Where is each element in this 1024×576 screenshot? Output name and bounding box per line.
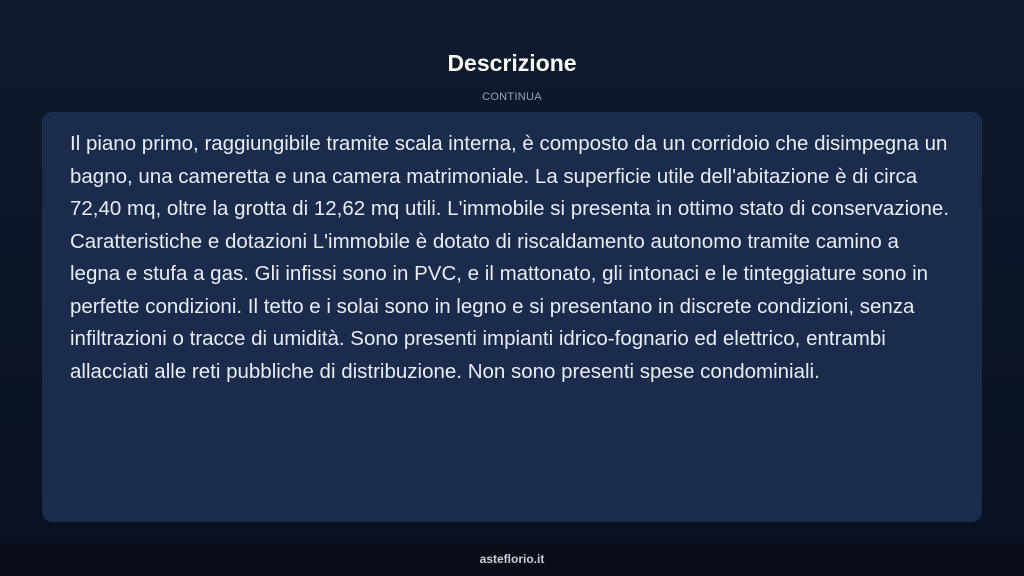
header <box>0 48 1024 104</box>
page-title: Descrizione <box>447 50 577 76</box>
page-subtitle: CONTINUA <box>482 91 542 103</box>
description-text: Il piano primo, raggiungibile tramite scala interna, è composto da un corridoio che disimpegna un bagno, una cameretta e una camera matrimoniale. La superficie utile dell'abitazione è di circa 72,40 mq, oltre la grotta di 12,62 mq utili. L'immobile si presenta in ottimo stato di conservazione. Caratteristiche e dotazioni L'immobile è dotato di riscaldamento autonomo tramite camino a legna e stufa a gas. Gli infissi sono in PVC, e il mattonato, gli intonaci e le tinteggiature sono in perfette condizioni. Il tetto e i solai sono in legno e si presentano in discrete condizioni, senza infiltrazioni o tracce di umidità. Sono presenti impianti idrico-fognario ed elettrico, entrambi allacciati alle reti pubbliche di distribuzione. Non sono presenti spese condominiali. <box>70 132 950 383</box>
footer-site-name: asteflorio.it <box>479 552 545 566</box>
footer-bar <box>0 543 1024 576</box>
description-card <box>42 112 982 522</box>
